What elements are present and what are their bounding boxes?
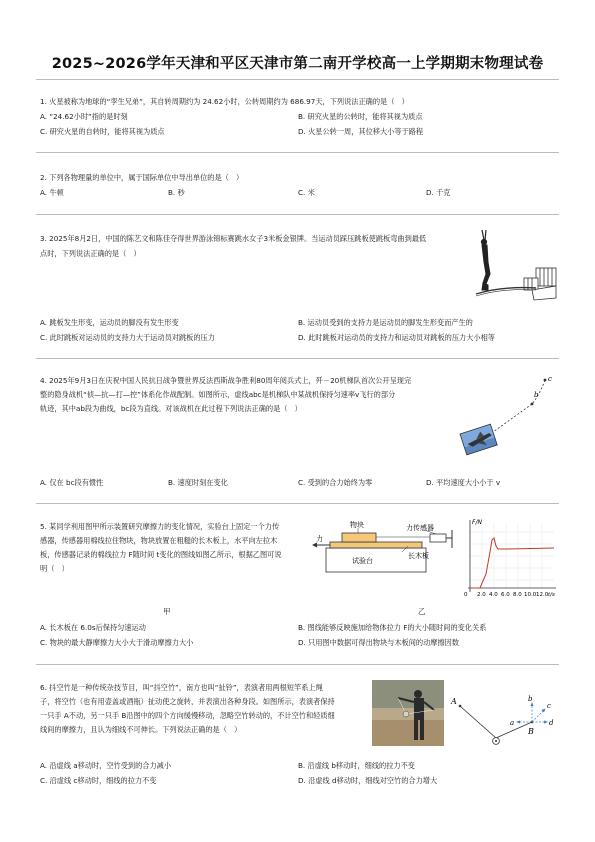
- label-block: 物块: [350, 521, 364, 529]
- q5-stem: [40, 520, 310, 576]
- x-tick-8: 8.0: [513, 592, 522, 598]
- q5-stem-line-1: 5. 某同学利用图甲所示装置研究摩擦力的变化情况，实验台上固定一个力传: [40, 522, 280, 531]
- x-axis-label: t/s: [548, 592, 555, 598]
- block: [342, 533, 376, 542]
- q3-option-c[interactable]: C. 此时跳板对运动员的支持力大于运动员对跳板的压力: [40, 333, 215, 342]
- fighter-trajectory-figure: [450, 372, 560, 467]
- caption-yi: 乙: [418, 607, 426, 616]
- q5-stem-line-4: 明（ ）: [40, 564, 69, 573]
- diver-springboard-figure: [462, 228, 558, 306]
- label-c: c: [548, 375, 552, 383]
- q4-stem: [40, 374, 460, 416]
- label-hand-a: A: [451, 697, 457, 706]
- force-time-graph: [458, 516, 558, 600]
- q5-option-c[interactable]: C. 物块的最大静摩擦力大小大于滑动摩擦力大小: [40, 638, 194, 647]
- q3-option-b[interactable]: B. 运动员受到的支持力是运动员的脚发生形变而产生的: [298, 318, 473, 327]
- force-sensor: [430, 534, 446, 542]
- q5-option-d[interactable]: D. 只用图中数据可得出物块与木板间的动摩擦因数: [298, 638, 460, 647]
- q6-stem: [40, 681, 370, 737]
- graph-grid: [470, 524, 554, 588]
- q3-option-d[interactable]: D. 此时跳板对运动员的支持力和运动员对跳板的压力大小相等: [298, 333, 495, 342]
- q6-option-c[interactable]: C. 沿虚线 c移动时，细线的拉力不变: [40, 776, 157, 785]
- q4-option-b[interactable]: B. 速度时刻在变化: [168, 478, 228, 487]
- diver: [481, 230, 490, 290]
- label-sensor: 力传感器: [406, 524, 434, 532]
- diving-platform: [524, 268, 556, 300]
- q6-option-b[interactable]: B. 沿虚线 b移动时，细线的拉力不变: [298, 761, 415, 770]
- q2-option-d[interactable]: D. 千克: [426, 188, 451, 197]
- q3-divider: [36, 358, 559, 359]
- long-board: [330, 542, 422, 548]
- q3-option-a[interactable]: A. 跳板发生形变，运动员的脚没有发生形变: [40, 318, 179, 327]
- q6-stem-line-2: 子，将空竹（也有用壶盖或酒瓶）扯动使之旋转，并表演出各种身段。如图所示，表演者保持: [40, 697, 335, 706]
- force-curve: [470, 538, 554, 588]
- diabolo-string-diagram: [448, 684, 558, 748]
- q2-option-c[interactable]: C. 米: [298, 188, 315, 197]
- label-dir-c: c: [547, 702, 551, 710]
- q6-option-d[interactable]: D. 沿虚线 d移动时，细线对空竹的合力增大: [298, 776, 438, 785]
- q3-stem-line-2: 点时，下列说法正确的是（ ）: [40, 249, 141, 258]
- title-divider: [36, 79, 559, 80]
- q5-divider: [36, 664, 559, 665]
- x-tick-2: 2.0: [477, 592, 486, 598]
- x-tick-10: 10.0: [524, 592, 537, 598]
- q6-stem-line-3: 一只手 A不动，另一只手 B沿图中的四个方向缓慢移动，忽略空竹转动的，不计空竹和轻质细: [40, 711, 335, 720]
- page-title: 2025~2026学年天津和平区天津市第二南开学校高一上学期期末物理试卷: [51, 56, 544, 72]
- q4-option-c[interactable]: C. 受到的合力始终为零: [298, 478, 373, 487]
- y-axis-label: F/N: [472, 519, 482, 526]
- q1-stem: 1. 火星被称为地球的“孪生兄弟”，其自转周期约为 24.62小时，公转周期约为 686.97天，下列说法正确的是（ ）: [40, 97, 409, 106]
- q1-option-a[interactable]: A. “24.62小时”指的是时刻: [40, 112, 128, 121]
- q5-stem-line-3: 板，传感器记录的棉线拉力 F随时间 t变化的图线如图乙所示，根据乙图可说: [40, 550, 282, 559]
- label-dir-a: a: [510, 719, 515, 727]
- q4-stem-line-3: 轨迹，其中ab段为曲线，bc段为直线。对该战机在此过程下列说法正确的是（ ）: [40, 404, 302, 413]
- label-board: 长木板: [408, 552, 429, 560]
- friction-apparatus-figure: [312, 516, 454, 586]
- label-dir-b: b: [528, 695, 533, 703]
- q4-option-a[interactable]: A. 仅在 bc段有惯性: [40, 478, 104, 487]
- q6-stem-line-4: 线间的摩擦力，且认为细线不可伸长。下列说法正确的是（ ）: [40, 725, 242, 734]
- caption-jia: 甲: [163, 607, 171, 616]
- q2-option-a[interactable]: A. 牛顿: [40, 188, 64, 197]
- x-tick-6: 6.0: [501, 592, 510, 598]
- q1-option-c[interactable]: C. 研究火星的自转时，能将其视为质点: [40, 127, 165, 136]
- q1-divider: [36, 152, 559, 153]
- label-force: 力: [316, 535, 323, 543]
- q6-option-a[interactable]: A. 沿虚线 a移动时，空竹受到的合力减小: [40, 761, 172, 770]
- q1-option-d[interactable]: D. 火星公转一周，其位移大小等于路程: [298, 127, 424, 136]
- fighter-jet-photo: [460, 424, 497, 455]
- label-dir-d: d: [549, 719, 554, 727]
- q6-stem-line-1: 6. 抖空竹是一种传统杂技节目，叫“抖空竹”，南方也叫“扯铃”，表演者用两根短竿系上绳: [40, 683, 323, 692]
- string-left: [460, 706, 496, 738]
- q1-option-b[interactable]: B. 研究火星的公转时，能将其视为质点: [298, 112, 423, 121]
- label-b: b: [534, 391, 539, 399]
- q2-divider: [36, 214, 559, 215]
- q2-stem: 2. 下列各物理量的单位中，属于国际单位中导出单位的是（ ）: [40, 173, 244, 182]
- origin-label: 0: [464, 592, 468, 598]
- q4-divider: [36, 503, 559, 504]
- label-table: 试验台: [352, 557, 373, 565]
- q2-option-b[interactable]: B. 秒: [168, 188, 185, 197]
- q5-option-b[interactable]: B. 图线能够反映施加给物体拉力 F的大小随时间的变化关系: [298, 623, 487, 632]
- motion-directions: [518, 704, 546, 722]
- x-tick-12: 12.0: [536, 592, 549, 598]
- q3-stem-line-1: 3. 2025年8月2日，中国的陈艺文和陈佳夺得世界游泳锦标赛跳水女子3米板金银牌。当运动员踩压跳板使跳板弯曲到最低: [40, 234, 427, 243]
- q5-stem-line-2: 感器，传感器用棉线拉住物块，物块放置在粗糙的长木板上，水平向左拉木: [40, 536, 278, 545]
- q4-option-d[interactable]: D. 平均速度大小小于 v: [426, 478, 501, 487]
- q4-stem-line-2: 整的隐身战机“侦—抗—打—控”体系化作战配制。如图所示，虚线abc是机梯队中某战机保持匀速率v飞行的部分: [40, 390, 396, 399]
- q5-option-a[interactable]: A. 长木板在 6.0s后保持匀速运动: [40, 623, 146, 632]
- x-tick-4: 4.0: [489, 592, 498, 598]
- q4-stem-line-1: 4. 2025年9月3日在庆祝中国人民抗日战争暨世界反法西斯战争胜利80周年阅兵式上，歼－20机梯队首次公开呈现完: [40, 376, 412, 385]
- label-hand-b: B: [528, 727, 534, 736]
- diabolo-performer-photo: [372, 680, 444, 746]
